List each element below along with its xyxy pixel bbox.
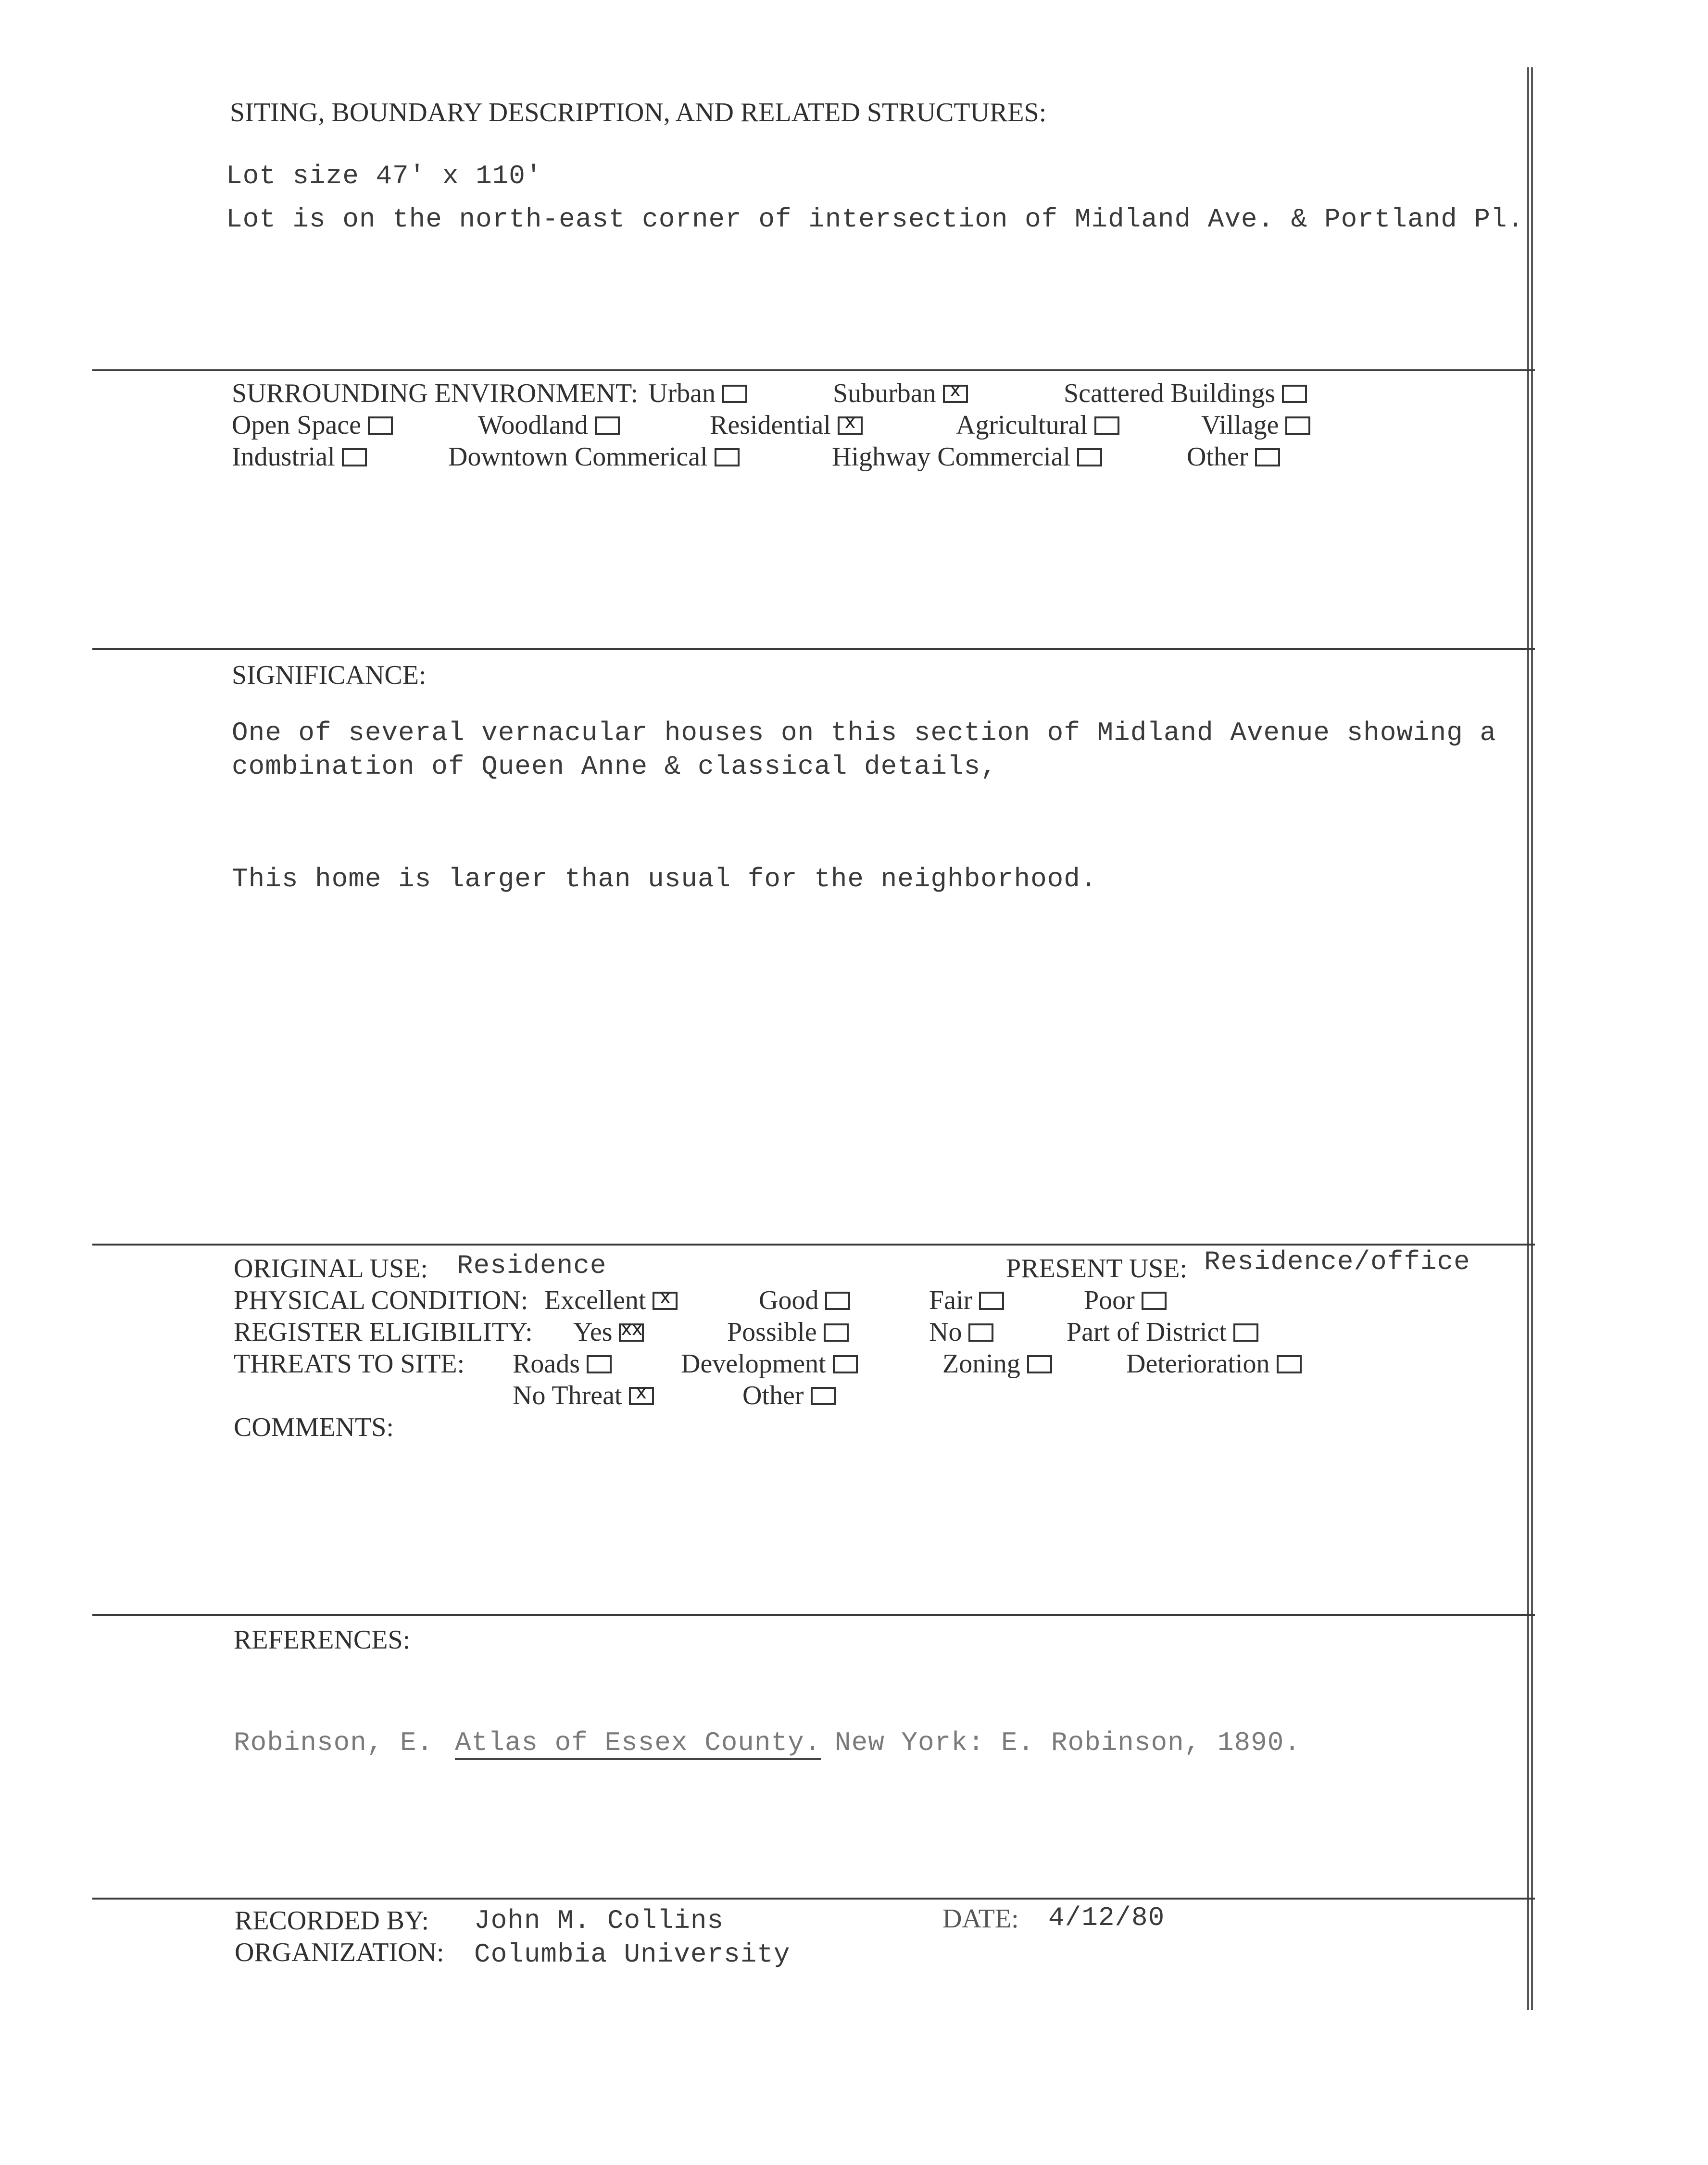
- reference-author: Robinson, E.: [234, 1727, 434, 1758]
- siting-heading: SITING, BOUNDARY DESCRIPTION, AND RELATED STRUCTURES:: [230, 98, 1047, 127]
- threat-zoning[interactable]: Zoning: [942, 1350, 1052, 1377]
- section-divider: [92, 648, 1535, 650]
- eligibility-possible[interactable]: Possible: [727, 1319, 849, 1346]
- date-label: DATE:: [942, 1904, 1019, 1934]
- right-border-line: [1527, 67, 1529, 2010]
- environment-heading: SURROUNDING ENVIRONMENT:: [232, 378, 638, 408]
- original-use-label: ORIGINAL USE:: [234, 1254, 428, 1284]
- present-use-value: Residence/office: [1204, 1246, 1470, 1277]
- env-option-scattered-buildings[interactable]: Scattered Buildings: [1064, 380, 1307, 407]
- threats-to-site-label: THREATS TO SITE:: [234, 1349, 465, 1379]
- condition-fair[interactable]: Fair: [929, 1287, 1004, 1314]
- threat-roads[interactable]: Roads: [513, 1350, 612, 1377]
- date-value: 4/12/80: [1048, 1902, 1165, 1933]
- significance-line-3: This home is larger than usual for the neighborhood.: [232, 864, 1097, 894]
- env-option-woodland[interactable]: Woodland: [478, 412, 620, 439]
- threats-row-1: [234, 1350, 1484, 1379]
- env-option-industrial[interactable]: Industrial: [232, 443, 367, 470]
- env-option-village[interactable]: Village: [1201, 412, 1310, 439]
- significance-line-2: combination of Queen Anne & classical details,: [232, 751, 997, 782]
- condition-poor[interactable]: Poor: [1084, 1287, 1167, 1314]
- lot-size-text: Lot size 47' x 110': [226, 161, 542, 191]
- threat-deterioration[interactable]: Deterioration: [1126, 1350, 1302, 1377]
- right-border-line-inner: [1531, 67, 1533, 2010]
- env-option-residential[interactable]: Residential x: [710, 412, 863, 439]
- eligibility-yes[interactable]: Yes xx: [573, 1319, 644, 1346]
- condition-excellent[interactable]: Excellent x: [544, 1287, 678, 1314]
- significance-line-1: One of several vernacular houses on this section of Midland Avenue showing a: [232, 717, 1497, 748]
- organization-value: Columbia University: [474, 1939, 791, 1970]
- env-option-suburban[interactable]: Suburban x: [833, 380, 968, 407]
- organization-label: ORGANIZATION:: [235, 1938, 444, 1967]
- condition-good[interactable]: Good: [759, 1287, 850, 1314]
- env-option-other[interactable]: Other: [1187, 443, 1280, 470]
- eligibility-no[interactable]: No: [929, 1319, 993, 1346]
- env-option-highway-commercial[interactable]: Highway Commercial: [832, 443, 1102, 470]
- recorded-by-value: John M. Collins: [474, 1905, 724, 1936]
- env-option-agricultural[interactable]: Agricultural: [956, 412, 1119, 439]
- section-divider: [92, 1898, 1535, 1900]
- reference-title: Atlas of Essex County.: [455, 1729, 821, 1760]
- section-divider: [92, 369, 1535, 371]
- threats-row-2: [234, 1382, 1484, 1411]
- references-heading: REFERENCES:: [234, 1625, 411, 1655]
- section-divider: [92, 1614, 1535, 1616]
- reference-publisher: New York: E. Robinson, 1890.: [835, 1727, 1301, 1758]
- lot-location-text: Lot is on the north-east corner of intersection of Midland Ave. & Portland Pl.: [226, 204, 1524, 235]
- environment-row-3: [232, 443, 1482, 472]
- threat-other[interactable]: Other: [742, 1382, 836, 1409]
- eligibility-row: [234, 1319, 1484, 1347]
- present-use-label: PRESENT USE:: [1006, 1254, 1188, 1284]
- environment-row-2: [232, 412, 1482, 441]
- significance-heading: SIGNIFICANCE:: [232, 660, 427, 690]
- environment-row-1: [232, 380, 1482, 409]
- original-use-value: Residence: [457, 1250, 607, 1281]
- condition-row: [234, 1287, 1484, 1316]
- env-option-urban[interactable]: Urban: [648, 380, 747, 407]
- recorded-by-label: RECORDED BY:: [235, 1906, 429, 1936]
- physical-condition-label: PHYSICAL CONDITION:: [234, 1285, 528, 1315]
- section-divider: [92, 1244, 1535, 1246]
- comments-label: COMMENTS:: [234, 1412, 394, 1442]
- threat-no-threat[interactable]: No Threat x: [513, 1382, 654, 1409]
- env-option-open-space[interactable]: Open Space: [232, 412, 393, 439]
- env-option-downtown-commercial[interactable]: Downtown Commerical: [448, 443, 740, 470]
- threat-development[interactable]: Development: [681, 1350, 858, 1377]
- eligibility-part-of-district[interactable]: Part of District: [1067, 1319, 1258, 1346]
- register-eligibility-label: REGISTER ELIGIBILITY:: [234, 1317, 533, 1347]
